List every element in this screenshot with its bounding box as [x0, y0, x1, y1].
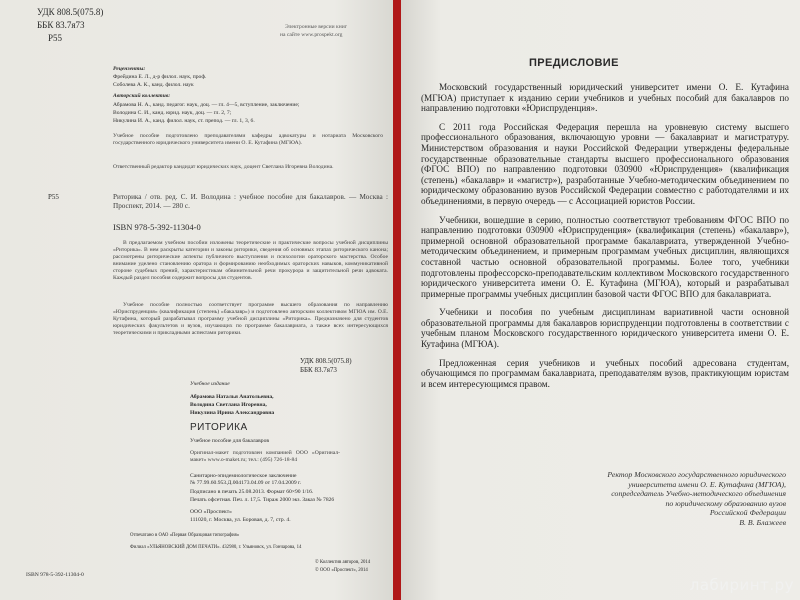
left-page: [0, 0, 393, 600]
isbn: ISBN 978-5-392-11304-0: [113, 222, 201, 232]
reviewer-1: Фрейдина Е. Л., д-р филол. наук, проф.: [113, 74, 207, 80]
abstract-1: В предлагаемом учебном пособии изложены теоретические и практические вопросы учебной дисциплины «Риторика». В нем раскрыты категории и законы риторики, сведения об основных этапах риторического канона; рассмотрены риторические аспекты публичного выступления и психологии ораторского мастерства. Особое внимание уделено становлению оратора и формированию необходимых ораторских навыков, коммуникативной стороне судебных прений, характеристикам обвинительной речи прокурора и защитительной речи адвоката. Каждый раздел пособия содержит вопросы для студентов.: [113, 240, 388, 281]
abstract-2: Учебное пособие полностью соответствует программе высшего образования по направлению «Юриспруденция» (квалификация (степень) «бакалавр») и подготовлено авторским коллективом МГЮА им. О.Е. Кутафина, который разрабатывал программу учебной дисциплины «Риторика». Предназначено для студентов юридических факультетов и вузов, изучающих по программе бакалавриата, а также всех интересующихся теоретическими и прикладными аспектами риторики.: [113, 302, 388, 336]
book-spine: [393, 0, 401, 600]
author-3: Никулина И. А., канд. филол. наук, ст. препод. — гл. 1, 3, 6.: [113, 118, 255, 124]
signed-print: Подписано в печать 25.08.2013. Формат 60×90 1/16.: [190, 489, 314, 495]
preface-heading: ПРЕДИСЛОВИЕ: [529, 57, 619, 69]
reviewers-heading: Рецензенты:: [113, 66, 146, 72]
bbk-code: ББК 83.7я73: [37, 20, 85, 30]
reviewer-2: Соболева А. К., канд. филол. наук: [113, 82, 194, 88]
authors-heading: Авторский коллектив:: [113, 93, 171, 99]
edition-type: Учебное издание: [190, 381, 230, 387]
copyright-2: © ООО «Проспект», 2014: [315, 568, 368, 573]
watermark: лабиринт.ру: [689, 576, 794, 594]
publisher-address: 111020, г. Москва, ул. Боровая, д. 7, стр. 4.: [190, 517, 291, 523]
signature-line: В. В. Блажеев: [739, 517, 786, 527]
signature-line: Ректор Московского государственного юридического: [607, 470, 786, 479]
right-page: [401, 0, 800, 600]
editor-note: Ответственный редактор кандидат юридических наук, доцент Светлана Игоревна Володина.: [113, 164, 334, 170]
book-title: РИТОРИКА: [190, 422, 248, 433]
signature-line: сопредседатель Учебно-методического объединения: [611, 489, 786, 499]
printed-2: Филиал «УЛЬЯНОВСКИЙ ДОМ ПЕЧАТИ». 432980, г. Ульяновск, ул. Гончарова, 14: [130, 545, 302, 550]
preface-paragraph: Учебники, вошедшие в серию, полностью соответствуют требованиям ФГОС ВПО по направлению подготовки 030900 «Юриспруденция» (квалификация (степень) «бакалавр»), примерной основной образовательной программе бакалавриата, утвержденной Учебно-методическим объединением, и примерным программам учебных дисциплин, являющихся составной частью основной образовательной программы. Более того, учебники подготовлены профессорско-преподавательским коллективом Московского государственного юридического университета имени О. Е. Кутафина (МГЮА), который и разрабатывал примерные программы учебных дисциплин базовой части ФГОС ВПО для бакалавриата.: [421, 214, 789, 299]
preface-paragraph: С 2011 года Российская Федерация перешла на уровневую систему высшего профессионального образования, включающую уровни — бакалавриат и магистратуру. Министерством образования и науки Российской Федерации утверждены федеральные государственные образовательные стандарты высшего профессионального образования (ФГОС ВПО) по направлению подготовки 030900 «Юриспруденция» (квалификация (степень) «бакалавр» и «магистр»), разработанные Учебно-методическим объединением по юридическому образованию вузов Российской Федерации совместно с работодателями и их объединениями, в первую очередь — с Ассоциацией юристов России.: [421, 121, 789, 206]
printed-1: Отпечатано в ОАО «Первая Образцовая типография»: [130, 533, 240, 538]
publisher-name: ООО «Проспект»: [190, 509, 232, 515]
p55-code: Р55: [48, 33, 63, 43]
preface-paragraph: Учебники и пособия по учебным дисциплинам вариативной части основной образовательной программы для бакалавров юриспруденции подготовлены в соответствии с учебным планом Московского государственного юридического университета имени О. Е. Кутафина (МГЮА).: [421, 307, 789, 350]
bbk-bottom: ББК 83.7я73: [300, 366, 337, 374]
signature-line: университета имени О. Е. Кутафина (МГЮА),: [628, 479, 786, 489]
print-specs: Печать офсетная. Печ. л. 17,5. Тираж 2000 экз. Заказ № 7826: [190, 497, 335, 503]
udk-code: УДК 808.5(075.8): [37, 7, 104, 17]
electronic-note-2: на сайте www.prospekt.org: [280, 32, 343, 38]
author-full-2: Володина Светлана Игоревна,: [190, 402, 267, 408]
signature-line: Российской Федерации: [709, 508, 786, 518]
preface-body: [421, 82, 789, 389]
isbn-bottom: ISBN 978-5-392-11304-0: [26, 572, 84, 578]
preface-paragraph: Предложенная серия учебников и учебных пособий адресована студентам, обучающимся по программам бакалавриата, преподавателям вузов, практикующим юристам и всем интересующимся правом.: [421, 357, 789, 389]
author-2: Володина С. И., канд. юрид. наук, доц. — гл. 2, 7;: [113, 110, 232, 116]
catalog-entry: Риторика / отв. ред. С. И. Володина : учебное пособие для бакалавров. — Москва : Проспект, 2014. — 280 с.: [113, 193, 388, 211]
layout-note: Оригинал-макет подготовлен компанией ООО «Оригинал-макет» www.o-maket.ru; тел.: (495) 726-18-84: [190, 450, 340, 463]
electronic-note-1: Электронные версии книг: [285, 24, 348, 30]
signature-line: по юридическому образованию вузов: [665, 498, 786, 508]
preface-paragraph: Московский государственный юридический университет имени О. Е. Кутафина (МГЮА) приступает к изданию серии учебников и учебных пособий для бакалавров по направлению подготовки «Юриспруденция».: [421, 82, 789, 114]
rector-signature: [607, 470, 786, 528]
book-subtitle: Учебное пособие для бакалавров: [190, 438, 270, 444]
p55-catalog-code: Р55: [48, 193, 59, 201]
author-full-1: Абрамова Наталья Анатольевна,: [190, 394, 274, 400]
prepared-note: Учебное пособие подготовлено преподавателями кафедры адвокатуры и нотариата Московского государственного юридического университета имени О. Е. Кутафина (МГЮА).: [113, 133, 383, 146]
author-1: Абрамова Н. А., канд. педагог. наук, доц. — гл. 4—5, вступление, заключение;: [113, 102, 300, 108]
author-full-3: Никулина Ирина Александровна: [190, 410, 275, 416]
copyright-1: © Коллектив авторов, 2014: [315, 560, 371, 565]
sanitary-2: № 77.99.60.953.Д.004173.04.09 от 17.04.2009 г.: [190, 480, 302, 486]
udk-bottom: УДК 808.5(075.8): [300, 357, 352, 365]
sanitary-1: Санитарно-эпидемиологическое заключение: [190, 473, 297, 479]
